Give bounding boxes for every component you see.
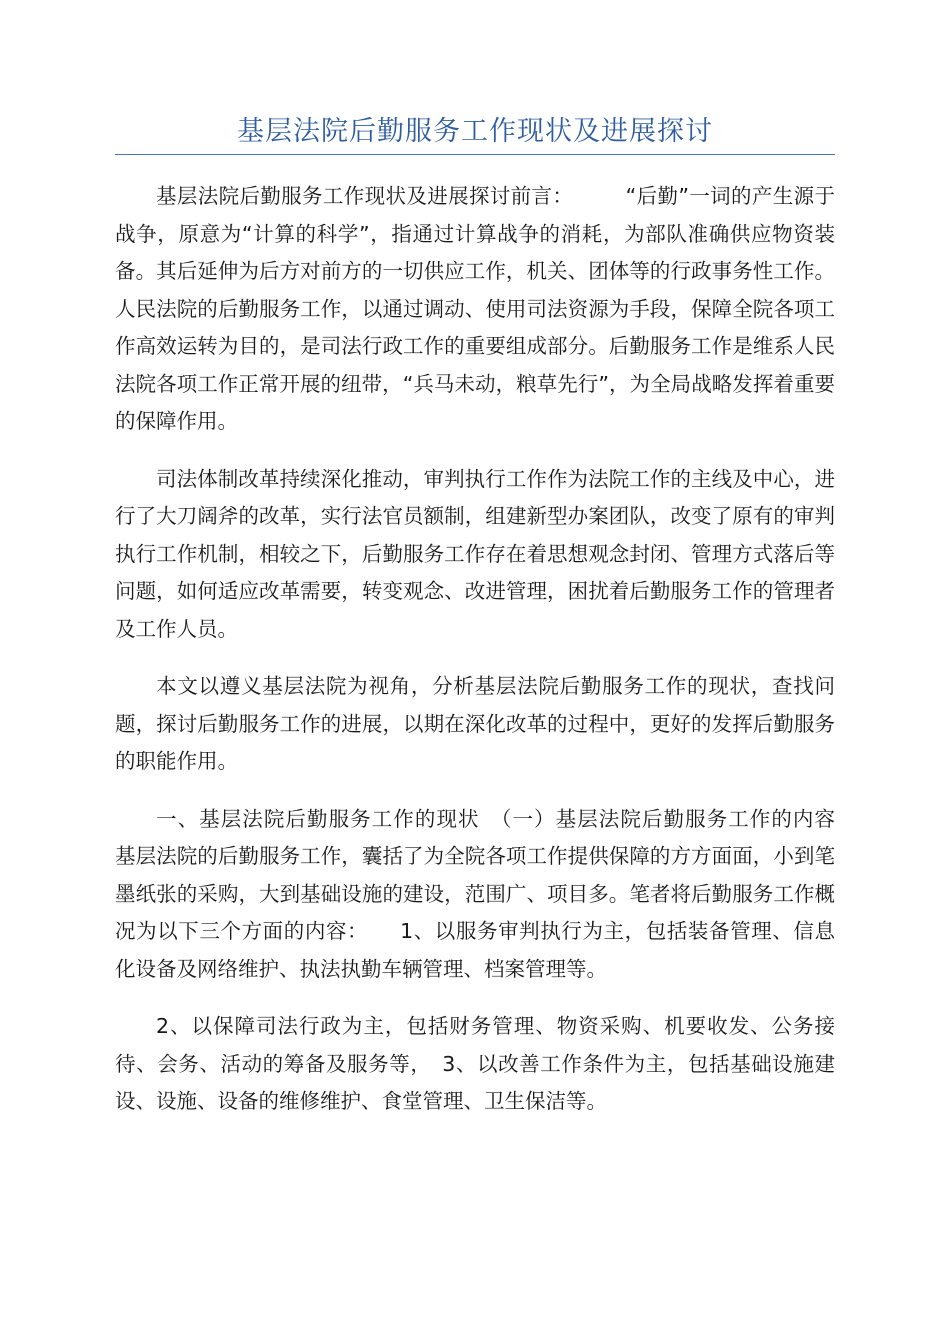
paragraph-preface: 基层法院后勤服务工作现状及进展探讨前言： “后勤”一词的产生源于战争，原意为“计算的科学”，指通过计算战争的消耗，为部队准确供应物资装备。其后延伸为后方对前方的一切供应工作，机关、团体等的行政事务性工作。人民法院的后勤服务工作，以通过调动、使用司法资源为手段，保障全院各项工作高效运转为目的，是司法行政工作的重要组成部分。后勤服务工作是维系人民法院各项工作正常开展的纽带，“兵马未动，粮草先行”，为全局战略发挥着重要的保障作用。 — [115, 184, 835, 433]
document-title: 基层法院后勤服务工作现状及进展探讨 — [237, 116, 713, 147]
title-underline — [115, 154, 835, 155]
paragraph-purpose: 本文以遵义基层法院为视角，分析基层法院后勤服务工作的现状，查找问题，探讨后勤服务工作的进展，以期在深化改革的过程中，更好的发挥后勤服务的职能作用。 — [115, 674, 835, 773]
paragraph-reform: 司法体制改革持续深化推动，审判执行工作作为法院工作的主线及中心，进行了大刀阔斧的改革，实行法官员额制，组建新型办案团队，改变了原有的审判执行工作机制，相较之下，后勤服务工作存在着思想观念封闭、管理方式落后等问题，如何适应改革需要，转变观念、改进管理，困扰着后勤服务工作的管理者及工作人员。 — [115, 466, 835, 641]
document-body — [115, 178, 856, 1141]
paragraph-items-two-three: 2、以保障司法行政为主，包括财务管理、物资采购、机要收发、公务接待、会务、活动的筹备及服务等， 3、以改善工作条件为主，包括基础设施建设、设施、设备的维修维护、食堂管理、卫生保洁等。 — [115, 1014, 835, 1113]
paragraph-section-one: 一、基层法院后勤服务工作的现状 （一）基层法院后勤服务工作的内容 基层法院的后勤服务工作，囊括了为全院各项工作提供保障的方方面面，小到笔墨纸张的采购，大到基础设施的建设，范围广、项目多。笔者将后勤服务工作概况为以下三个方面的内容： 1、以服务审判执行为主，包括装备管理、信息化设备及网络维护、执法执勤车辆管理、档案管理等。 — [115, 806, 856, 981]
